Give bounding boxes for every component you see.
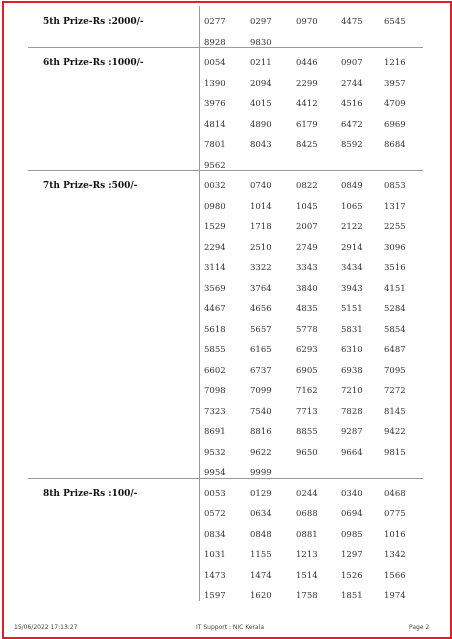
ticket-number: 5284 — [384, 304, 406, 314]
ticket-number: 5778 — [296, 324, 318, 335]
ticket-number: 1045 — [296, 201, 318, 212]
ticket-number: 8816 — [250, 427, 272, 437]
ticket-number: 6602 — [204, 365, 226, 376]
ticket-number: 4814 — [204, 119, 226, 130]
ticket-number: 0834 — [204, 529, 226, 540]
ticket-number: 3434 — [341, 263, 363, 273]
ticket-number: 2510 — [250, 242, 272, 253]
footer-timestamp: 15/06/2022 17:13:27 — [14, 624, 78, 631]
ticket-number: 0129 — [250, 488, 272, 499]
prize-title: 8th Prize-Rs :100/- — [43, 488, 138, 499]
ticket-number: 3943 — [341, 283, 363, 294]
ticket-number: 0032 — [204, 181, 226, 191]
ticket-number: 1155 — [250, 550, 272, 560]
ticket-number: 4015 — [250, 99, 272, 109]
ticket-number: 1317 — [384, 201, 406, 212]
ticket-number: 0970 — [296, 17, 318, 27]
ticket-number: 3343 — [296, 263, 318, 273]
ticket-number: 7099 — [250, 386, 272, 396]
ticket-number: 7828 — [341, 406, 363, 417]
prize-title: 5th Prize-Rs :2000/- — [43, 17, 144, 27]
ticket-number: 1014 — [250, 201, 272, 212]
ticket-number: 1718 — [250, 222, 272, 232]
ticket-number: 5831 — [341, 324, 363, 335]
ticket-number: 0694 — [341, 509, 363, 519]
ticket-number: 6472 — [341, 119, 363, 130]
ticket-number: 3840 — [296, 283, 318, 294]
ticket-number: 7323 — [204, 406, 226, 417]
ticket-number: 1473 — [204, 570, 226, 581]
ticket-number: 6545 — [384, 17, 406, 27]
ticket-number: 0468 — [384, 488, 406, 499]
ticket-number: 8592 — [341, 140, 363, 150]
ticket-number: 7210 — [341, 386, 363, 396]
ticket-number: 9999 — [250, 468, 272, 478]
prize-title: 6th Prize-Rs :1000/- — [43, 58, 144, 68]
ticket-number: 9622 — [250, 447, 272, 458]
ticket-number: 1216 — [384, 58, 406, 68]
ticket-number: 2294 — [204, 242, 226, 253]
ticket-number: 6165 — [250, 345, 272, 355]
ticket-number: 1529 — [204, 222, 226, 232]
ticket-number: 9422 — [384, 427, 406, 437]
ticket-number: 2299 — [296, 78, 318, 89]
column-divider — [199, 170, 200, 478]
prize-title: 7th Prize-Rs :500/- — [43, 181, 138, 191]
ticket-number: 2007 — [296, 222, 318, 232]
ticket-number: 1974 — [384, 591, 406, 601]
ticket-number: 5618 — [204, 324, 226, 335]
section-divider — [28, 47, 423, 48]
ticket-number: 3516 — [384, 263, 406, 273]
ticket-number: 4656 — [250, 304, 272, 314]
footer-support: IT Support : NIC Kerala — [196, 624, 265, 631]
ticket-number: 4475 — [341, 17, 363, 27]
ticket-number: 1297 — [341, 550, 363, 560]
ticket-number: 5855 — [204, 345, 226, 355]
ticket-number: 0277 — [204, 17, 226, 27]
column-divider — [199, 47, 200, 170]
section-divider — [28, 170, 423, 171]
ticket-number: 0297 — [250, 17, 272, 27]
ticket-number: 6905 — [296, 365, 318, 376]
ticket-number: 2255 — [384, 222, 406, 232]
ticket-number: 1620 — [250, 591, 272, 601]
ticket-number: 6179 — [296, 119, 318, 130]
ticket-number: 5854 — [384, 324, 406, 335]
ticket-number: 8425 — [296, 140, 318, 150]
ticket-number: 2122 — [341, 222, 363, 232]
ticket-number: 1065 — [341, 201, 363, 212]
ticket-number: 0688 — [296, 509, 318, 519]
ticket-number: 0980 — [204, 201, 226, 212]
ticket-number: 9562 — [204, 160, 226, 171]
ticket-number: 0340 — [341, 488, 363, 499]
ticket-number: 8684 — [384, 140, 406, 150]
ticket-number: 0881 — [296, 529, 318, 540]
ticket-number: 0985 — [341, 529, 363, 540]
ticket-number: 6293 — [296, 345, 318, 355]
ticket-number: 9650 — [296, 447, 318, 458]
footer-page-number: Page 2 — [409, 624, 430, 631]
ticket-number: 1390 — [204, 78, 226, 89]
ticket-number: 0053 — [204, 488, 226, 499]
ticket-number: 0740 — [250, 181, 272, 191]
ticket-number: 1597 — [204, 591, 226, 601]
ticket-number: 6310 — [341, 345, 363, 355]
ticket-number: 3957 — [384, 78, 406, 89]
ticket-number: 1758 — [296, 591, 318, 601]
ticket-number: 7272 — [384, 386, 406, 396]
ticket-number: 6737 — [250, 365, 272, 376]
ticket-number: 3569 — [204, 283, 226, 294]
ticket-number: 6969 — [384, 119, 406, 130]
ticket-number: 1851 — [341, 591, 363, 601]
ticket-number: 0244 — [296, 488, 318, 499]
ticket-number: 6938 — [341, 365, 363, 376]
ticket-number: 0572 — [204, 509, 226, 519]
ticket-number: 1514 — [296, 570, 318, 581]
ticket-number: 0853 — [384, 181, 406, 191]
ticket-number: 3764 — [250, 283, 272, 294]
ticket-number: 3114 — [204, 263, 226, 273]
ticket-number: 0848 — [250, 529, 272, 540]
ticket-number: 8043 — [250, 140, 272, 150]
ticket-number: 1566 — [384, 570, 406, 581]
ticket-number: 0054 — [204, 58, 226, 68]
ticket-number: 9954 — [204, 468, 226, 478]
ticket-number: 8691 — [204, 427, 226, 437]
ticket-number: 4709 — [384, 99, 406, 109]
ticket-number: 2914 — [341, 242, 363, 253]
ticket-number: 3096 — [384, 242, 406, 253]
ticket-number: 9830 — [250, 37, 272, 48]
ticket-number: 0822 — [296, 181, 318, 191]
ticket-number: 0634 — [250, 509, 272, 519]
ticket-number: 6487 — [384, 345, 406, 355]
ticket-number: 2749 — [296, 242, 318, 253]
ticket-number: 2744 — [341, 78, 363, 89]
ticket-number: 9664 — [341, 447, 363, 458]
ticket-number: 9287 — [341, 427, 363, 437]
ticket-number: 0775 — [384, 509, 406, 519]
column-divider — [199, 478, 200, 601]
ticket-number: 0907 — [341, 58, 363, 68]
ticket-number: 0446 — [296, 58, 318, 68]
ticket-number: 4412 — [296, 99, 318, 109]
ticket-number: 7713 — [296, 406, 318, 417]
ticket-number: 1474 — [250, 570, 272, 581]
page-border — [2, 1, 452, 639]
ticket-number: 4516 — [341, 99, 363, 109]
ticket-number: 7098 — [204, 386, 226, 396]
ticket-number: 3322 — [250, 263, 272, 273]
ticket-number: 4835 — [296, 304, 318, 314]
ticket-number: 7801 — [204, 140, 226, 150]
ticket-number: 7540 — [250, 406, 272, 417]
ticket-number: 1031 — [204, 550, 226, 560]
ticket-number: 1526 — [341, 570, 363, 581]
ticket-number: 1342 — [384, 550, 406, 560]
ticket-number: 9815 — [384, 447, 406, 458]
ticket-number: 5657 — [250, 324, 272, 335]
ticket-number: 1213 — [296, 550, 318, 560]
ticket-number: 2094 — [250, 78, 272, 89]
section-divider — [28, 478, 423, 479]
ticket-number: 9532 — [204, 447, 226, 458]
ticket-number: 5151 — [341, 304, 363, 314]
ticket-number: 8928 — [204, 37, 226, 48]
ticket-number: 7162 — [296, 386, 318, 396]
ticket-number: 4467 — [204, 304, 226, 314]
ticket-number: 4151 — [384, 283, 406, 294]
ticket-number: 3976 — [204, 99, 226, 109]
ticket-number: 4890 — [250, 119, 272, 130]
ticket-number: 8855 — [296, 427, 318, 437]
ticket-number: 0849 — [341, 181, 363, 191]
ticket-number: 1016 — [384, 529, 406, 540]
ticket-number: 7095 — [384, 365, 406, 376]
ticket-number: 0211 — [250, 58, 272, 68]
ticket-number: 8145 — [384, 406, 406, 417]
column-divider — [199, 6, 200, 47]
